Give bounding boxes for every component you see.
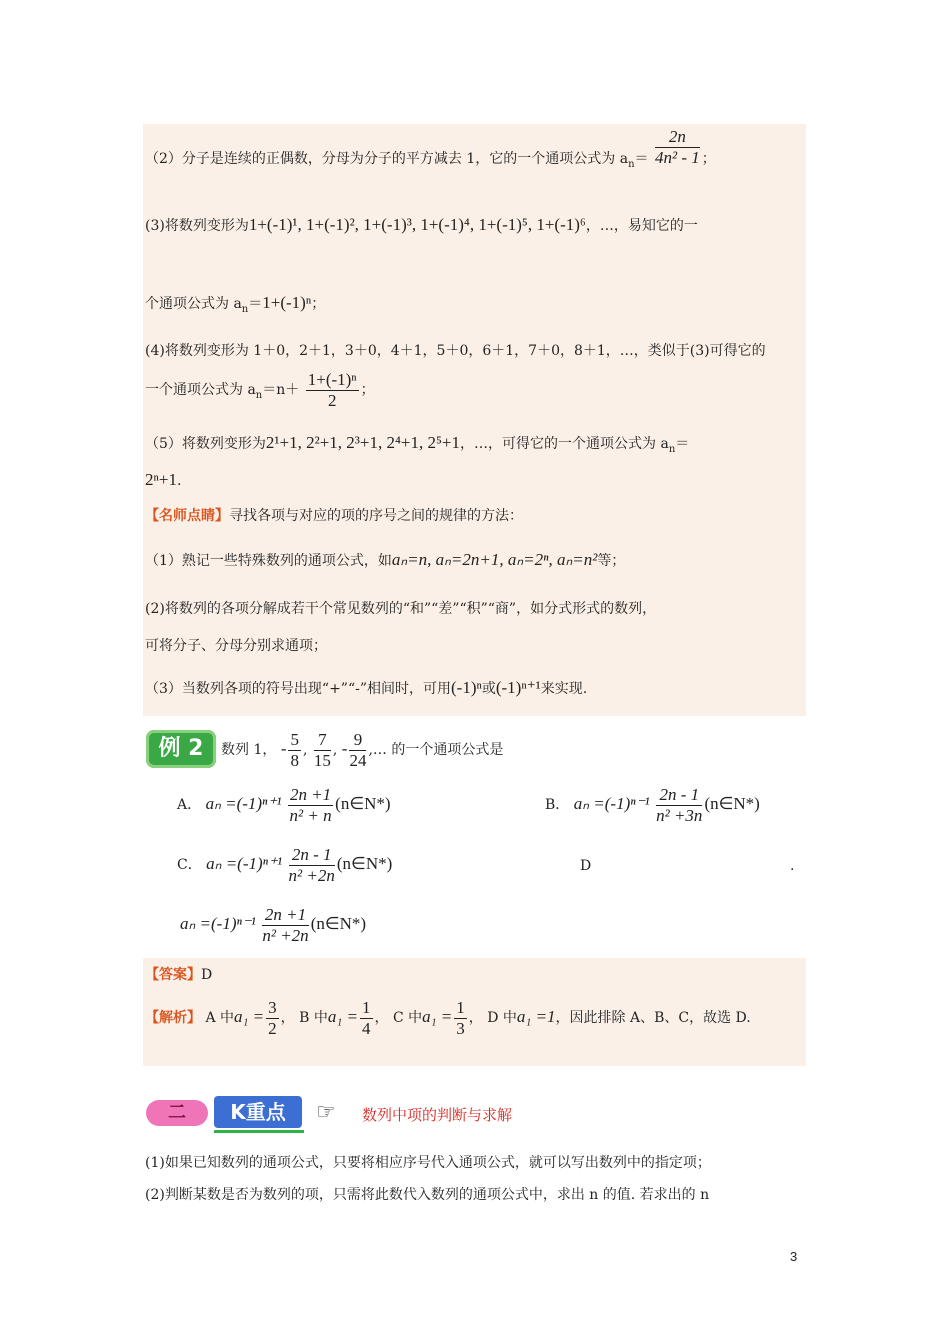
tip-2: (2)将数列的各项分解成若干个常见数列的“和”“差”“积”“商”，如分式形式的数列， [145,601,657,617]
body-2: (2)判断某数是否为数列的项，只需将此数代入数列的通项公式中，求出 n 的值. 若求出的 n [145,1187,710,1203]
option-fraction: $\frac{2n +1}{\text{n² +2n}}$ [262,905,309,945]
option-c: C． aₙ =(-1)ⁿ⁺¹ $\frac{2n - 1}{\text{n² +2n}}$ (n∈N*) [177,845,393,885]
section-title: 数列中项的判断与求解 [362,1106,513,1124]
k-key-badge: K重点 [214,1096,302,1128]
option-d-dot: . [790,858,795,874]
pointing-hand-icon: ☞ [316,1100,336,1125]
analysis-fraction: $\frac{1}{4}$ [362,998,371,1038]
line-2: （2）分子是连续的正偶数，分母为分子的平方减去 1，它的一个通项公式为 $a_n=$ $\frac{2n}{\text{4n² - 1}}$ ； [145,126,716,170]
stem-fraction: $\frac{7}{15}$ [313,730,331,770]
option-d-label: D [580,858,592,874]
line-5b: 2ⁿ+1. [145,470,182,489]
body-1: (1)如果已知数列的通项公式，只要将相应序号代入通项公式，就可以写出数列中的指定项； [145,1155,711,1171]
fraction-4: $\frac{\text{1+(-1)ⁿ}}{2}$ [307,370,357,410]
option-fraction: $\frac{2n - 1}{\text{n² +2n}}$ [288,845,335,885]
stem-fraction: $\frac{5}{8}$ [290,730,299,770]
option-b: B． aₙ =(-1)ⁿ⁻¹ $\frac{2n - 1}{\text{n² +3n}}$ (n∈N*) [545,785,760,825]
analysis-fraction: $\frac{1}{3}$ [456,998,465,1038]
analysis-fraction: $\frac{3}{2}$ [268,998,277,1038]
tip-1: （1）熟记一些特殊数列的通项公式，如aₙ=n, aₙ=2n+1, aₙ=2ⁿ, aₙ=n²等； [145,550,626,569]
tip-2b: 可将分子、分母分别求通项； [145,638,327,654]
fraction-2n: $\frac{2n}{\text{4n² - 1}}$ [654,126,700,167]
analysis-line: 【解析】 A 中a₁ = $\frac{3}{2}$ ， B 中a₁ = $\frac{1}{4}$ ， C 中a₁ = $\frac{1}{3}$ ， D 中a₁ =1，因此排除 A、B、C，故选 D. [145,998,751,1038]
line-3: (3)将数列变形为1+(-1)¹, 1+(-1)², 1+(-1)³, 1+(-1)⁴, 1+(-1)⁵, 1+(-1)⁶，…，易知它的一 [145,215,698,234]
formula-3: 1+(-1)¹, 1+(-1)², 1+(-1)³, 1+(-1)⁴, 1+(-1)⁵, 1+(-1)⁶ [248,215,586,234]
option-a: A． aₙ =(-1)ⁿ⁺¹ $\frac{2n +1}{\text{n² + n}}$ (n∈N*) [177,785,391,825]
section-number-badge: 二 [146,1100,208,1126]
tip-3: （3）当数列各项的符号出现“+”“-”相间时，可用(-1)ⁿ或(-1)ⁿ⁺¹来实现. [145,678,588,697]
example-stem: 数列 1， - $\frac{5}{8}$ , $\frac{7}{15}$ , - $\frac{9}{24}$ ,… 的一个通项公式是 [221,730,504,770]
section-underline [214,1130,304,1133]
line-4: (4)将数列变形为 1＋0，2＋1，3＋0，4＋1，5＋0，6＋1，7＋0，8＋1，…，类似于(3)可得它的 [145,343,766,359]
page-number: 3 [790,1249,798,1264]
option-d: aₙ =(-1)ⁿ⁻¹ $\frac{2n +1}{\text{n² +2n}}$ (n∈N*) [180,905,367,945]
method-box [143,124,806,716]
option-fraction: $\frac{2n +1}{\text{n² + n}}$ [289,785,332,825]
answer-line: 【答案】D [145,967,213,983]
stem-fraction: $\frac{9}{24}$ [349,730,367,770]
tip-heading: 【名师点睛】寻找各项与对应的项的序号之间的规律的方法： [145,508,523,524]
line-3b: 个通项公式为 $a_n=1+(-1)^n$； [145,293,326,315]
option-fraction: $\frac{2n - 1}{\text{n² +3n}}$ [656,785,703,825]
line-4b: 一个通项公式为 $a_n=n+$ $\frac{\text{1+(-1)ⁿ}}{2}$ ； [145,370,375,410]
example-badge: 例 2 [146,730,216,768]
line-5: （5）将数列变形为2¹+1, 2²+1, 2³+1, 2⁴+1, 2⁵+1，…，可得它的一个通项公式为 $a_n=$ [145,433,690,455]
